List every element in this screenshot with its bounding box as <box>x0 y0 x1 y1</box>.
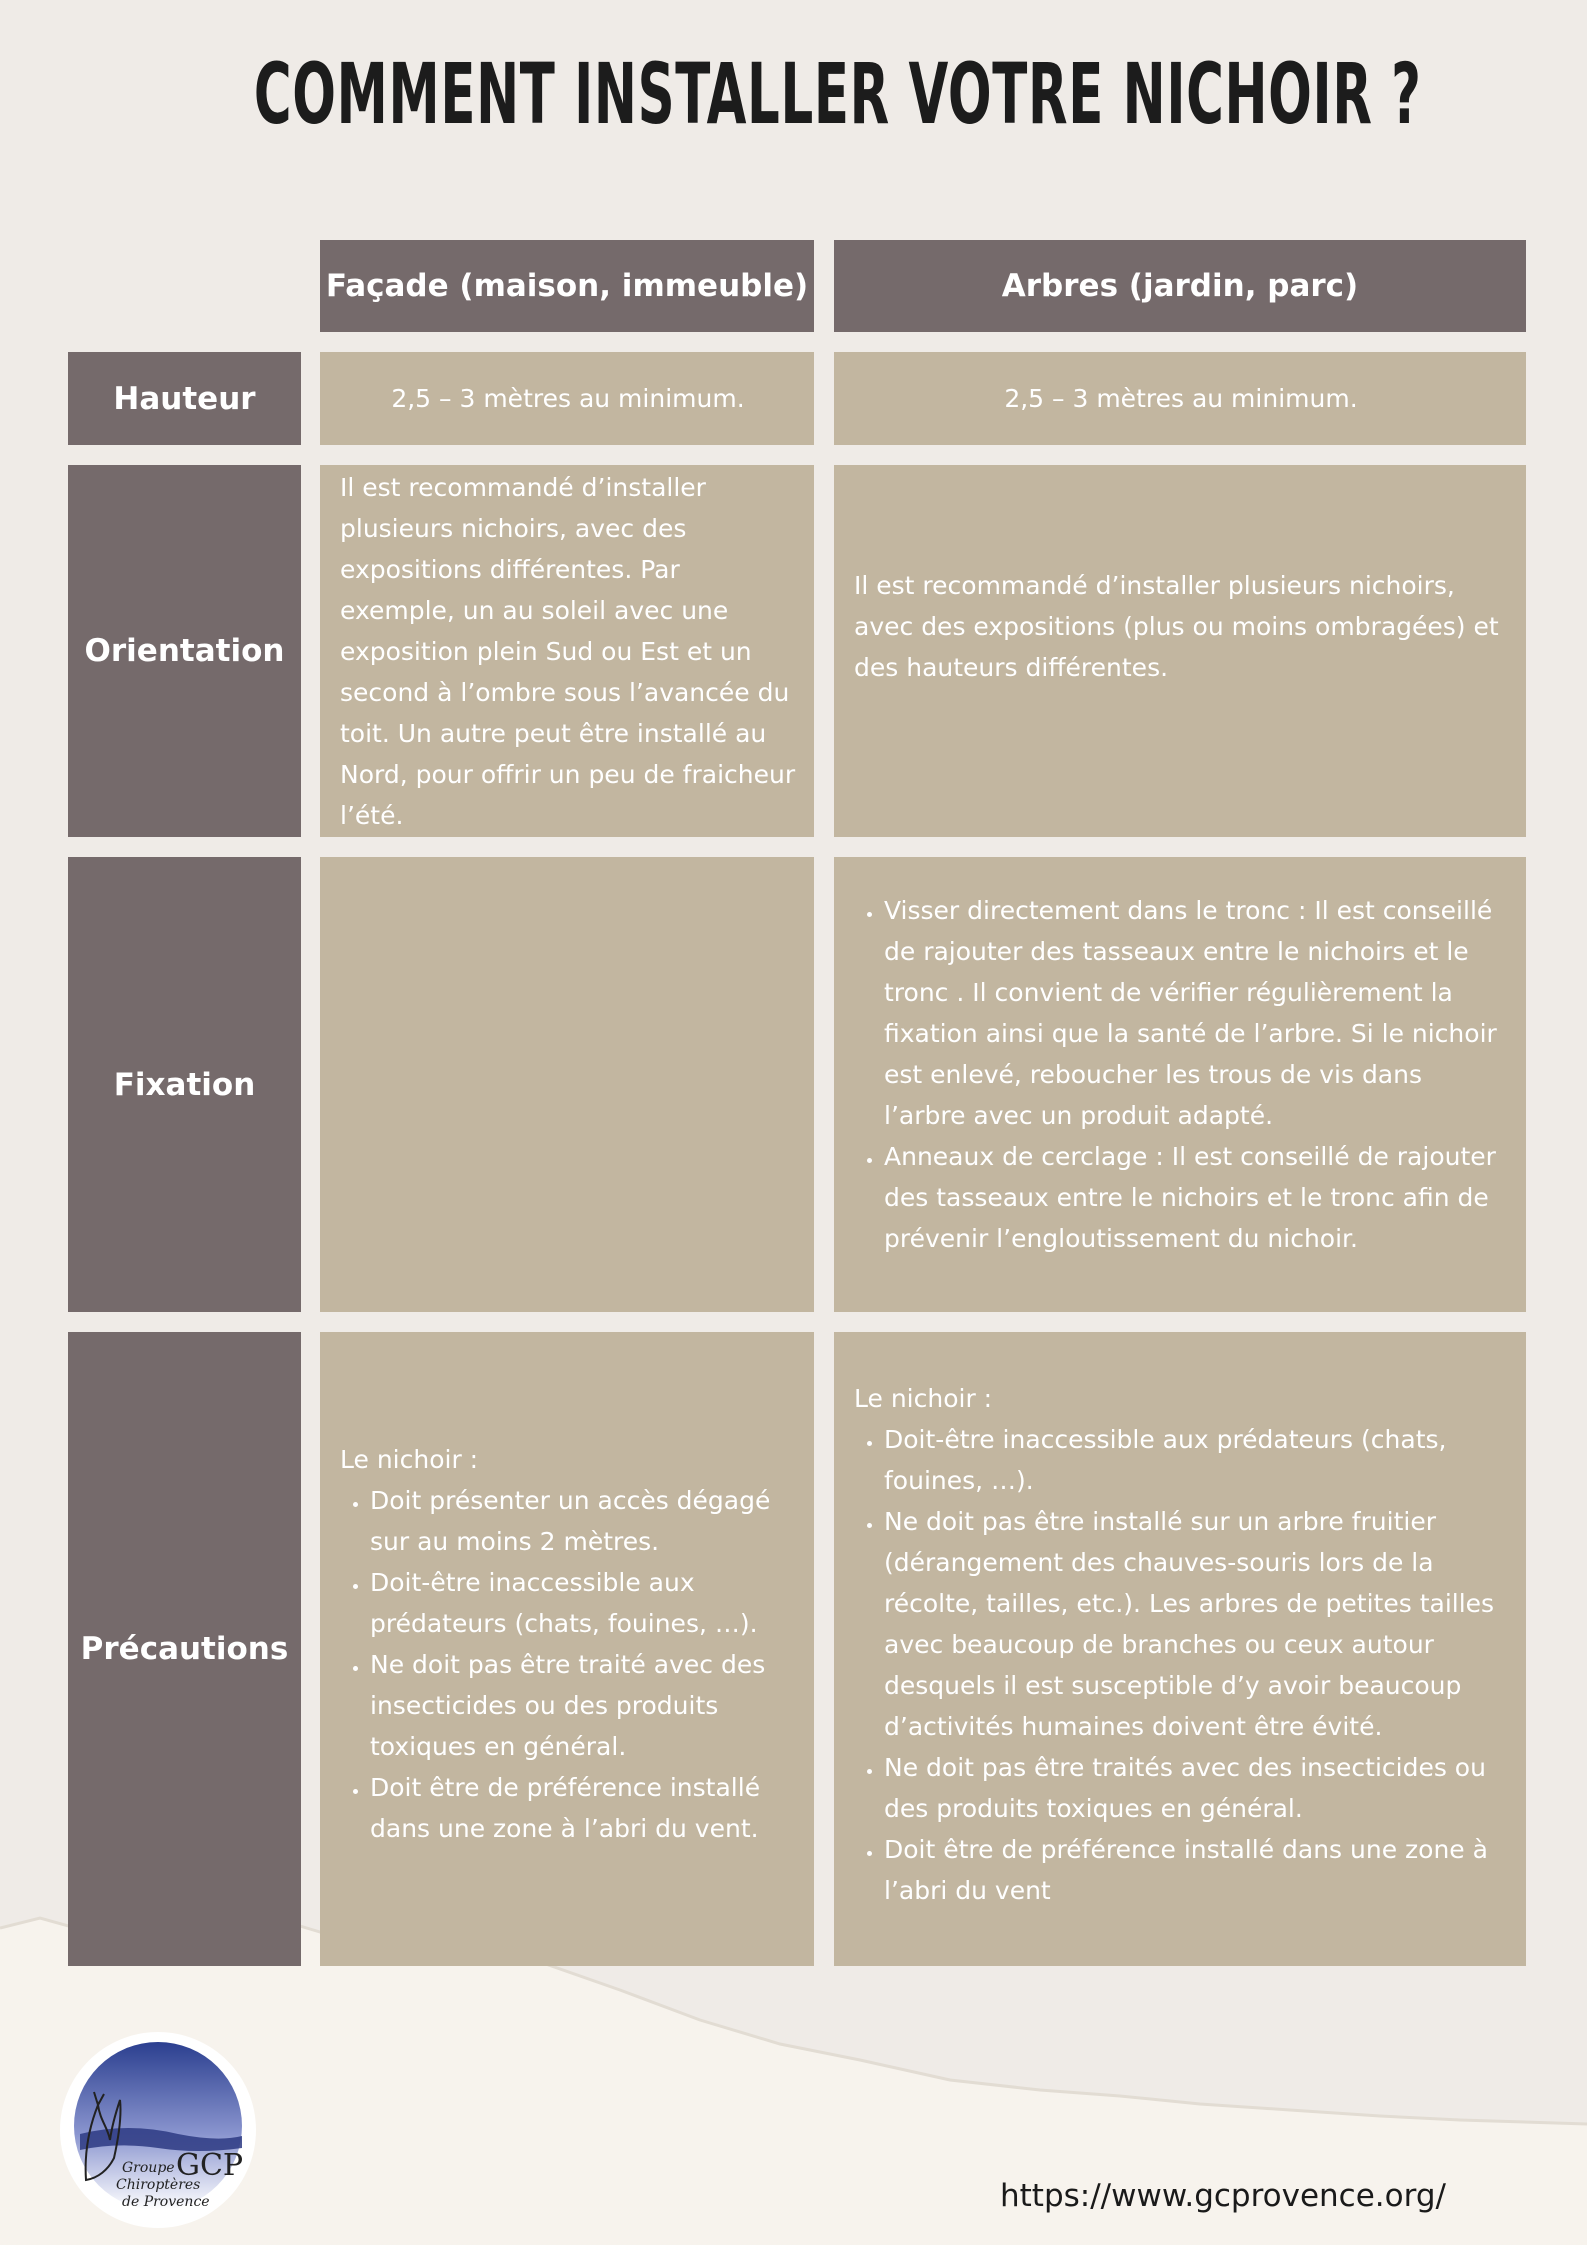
precautions-facade-cell <box>320 1332 814 1966</box>
list-item: • Visser directement dans le tronc : Il est conseillé de rajouter des tasseaux entre le nichoirs et le tronc . Il convient de vérifier régulièrement la fixation ainsi que la santé de l’arbre. Si le nichoir est enlevé, reboucher les trous de vis dans l’arbre avec un produit adapté. <box>884 890 1508 1136</box>
hauteur-arbres-text: 2,5 – 3 mètres au minimum. <box>1004 384 1358 413</box>
list-item: • Anneaux de cerclage : Il est conseillé de rajouter des tasseaux entre le nichoirs et le tronc afin de prévenir l’engloutissement du nichoir. <box>884 1136 1508 1259</box>
fixation-arbres-list <box>854 890 1508 1259</box>
precautions-facade-intro: Le nichoir : <box>340 1445 479 1474</box>
fixation-facade-cell <box>320 857 814 1312</box>
list-item: • Doit-être inaccessible aux prédateurs (chats, fouines, …). <box>370 1562 796 1644</box>
orientation-arbres-cell <box>834 465 1526 837</box>
list-item: • Doit-être inaccessible aux prédateurs (chats, fouines, …). <box>884 1419 1508 1501</box>
list-item: • Doit présenter un accès dégagé sur au moins 2 mètres. <box>370 1480 796 1562</box>
orientation-facade-cell <box>320 465 814 837</box>
logo-abbr: GCP <box>176 2148 244 2183</box>
logo-name-line3: de Provence <box>122 2194 210 2210</box>
precautions-facade-list <box>340 1480 796 1849</box>
row-label-hauteur: Hauteur <box>68 352 301 445</box>
list-item: • Doit être de préférence installé dans une zone à l’abri du vent <box>884 1829 1508 1911</box>
row-label-fixation: Fixation <box>68 857 301 1312</box>
list-item: • Doit être de préférence installé dans une zone à l’abri du vent. <box>370 1767 796 1849</box>
gcp-logo <box>58 2030 258 2230</box>
website-url[interactable]: https://www.gcprovence.org/ <box>1000 2178 1446 2214</box>
row-label-orientation: Orientation <box>68 465 301 837</box>
precautions-arbres-intro: Le nichoir : <box>854 1383 993 1413</box>
fixation-arbres-cell <box>834 857 1526 1312</box>
column-header-facade: Façade (maison, immeuble) <box>320 240 814 332</box>
column-header-arbres: Arbres (jardin, parc) <box>834 240 1526 332</box>
hauteur-arbres-cell <box>834 352 1526 445</box>
list-item: • Ne doit pas être traités avec des insecticides ou des produits toxiques en général. <box>884 1747 1508 1829</box>
row-label-precautions: Précautions <box>68 1332 301 1966</box>
precautions-arbres-cell <box>834 1332 1526 1966</box>
page-title: COMMENT INSTALLER VOTRE NICHOIR ? <box>253 45 1422 143</box>
logo-name-line2: Chiroptères <box>116 2177 201 2193</box>
orientation-facade-text: Il est recommandé d’installer plusieurs nichoirs, avec des expositions différentes. Par exemple, un au soleil avec une exposition plein Sud ou Est et un second à l’ombre sous l’avancée du toit. Un autre peut être installé au Nord, pour offrir un peu de fraicheur l’été. <box>340 472 796 830</box>
logo-name-line1: Groupe <box>122 2160 175 2176</box>
list-item: • Ne doit pas être installé sur un arbre fruitier (dérangement des chauves-souris lors de la récolte, tailles, etc.). Les arbres de petites tailles avec beaucoup de branches ou ceux autour desquels il est susceptible d’y avoir beaucoup d’activités humaines doivent être évité. <box>884 1501 1508 1747</box>
list-item: • Ne doit pas être traité avec des insecticides ou des produits toxiques en général. <box>370 1644 796 1767</box>
precautions-arbres-list <box>854 1419 1508 1911</box>
hauteur-facade-text: 2,5 – 3 mètres au minimum. <box>391 384 745 413</box>
hauteur-facade-cell <box>320 352 814 445</box>
orientation-arbres-text: Il est recommandé d’installer plusieurs nichoirs, avec des expositions (plus ou moins ombragées) et des hauteurs différentes. <box>854 570 1499 682</box>
